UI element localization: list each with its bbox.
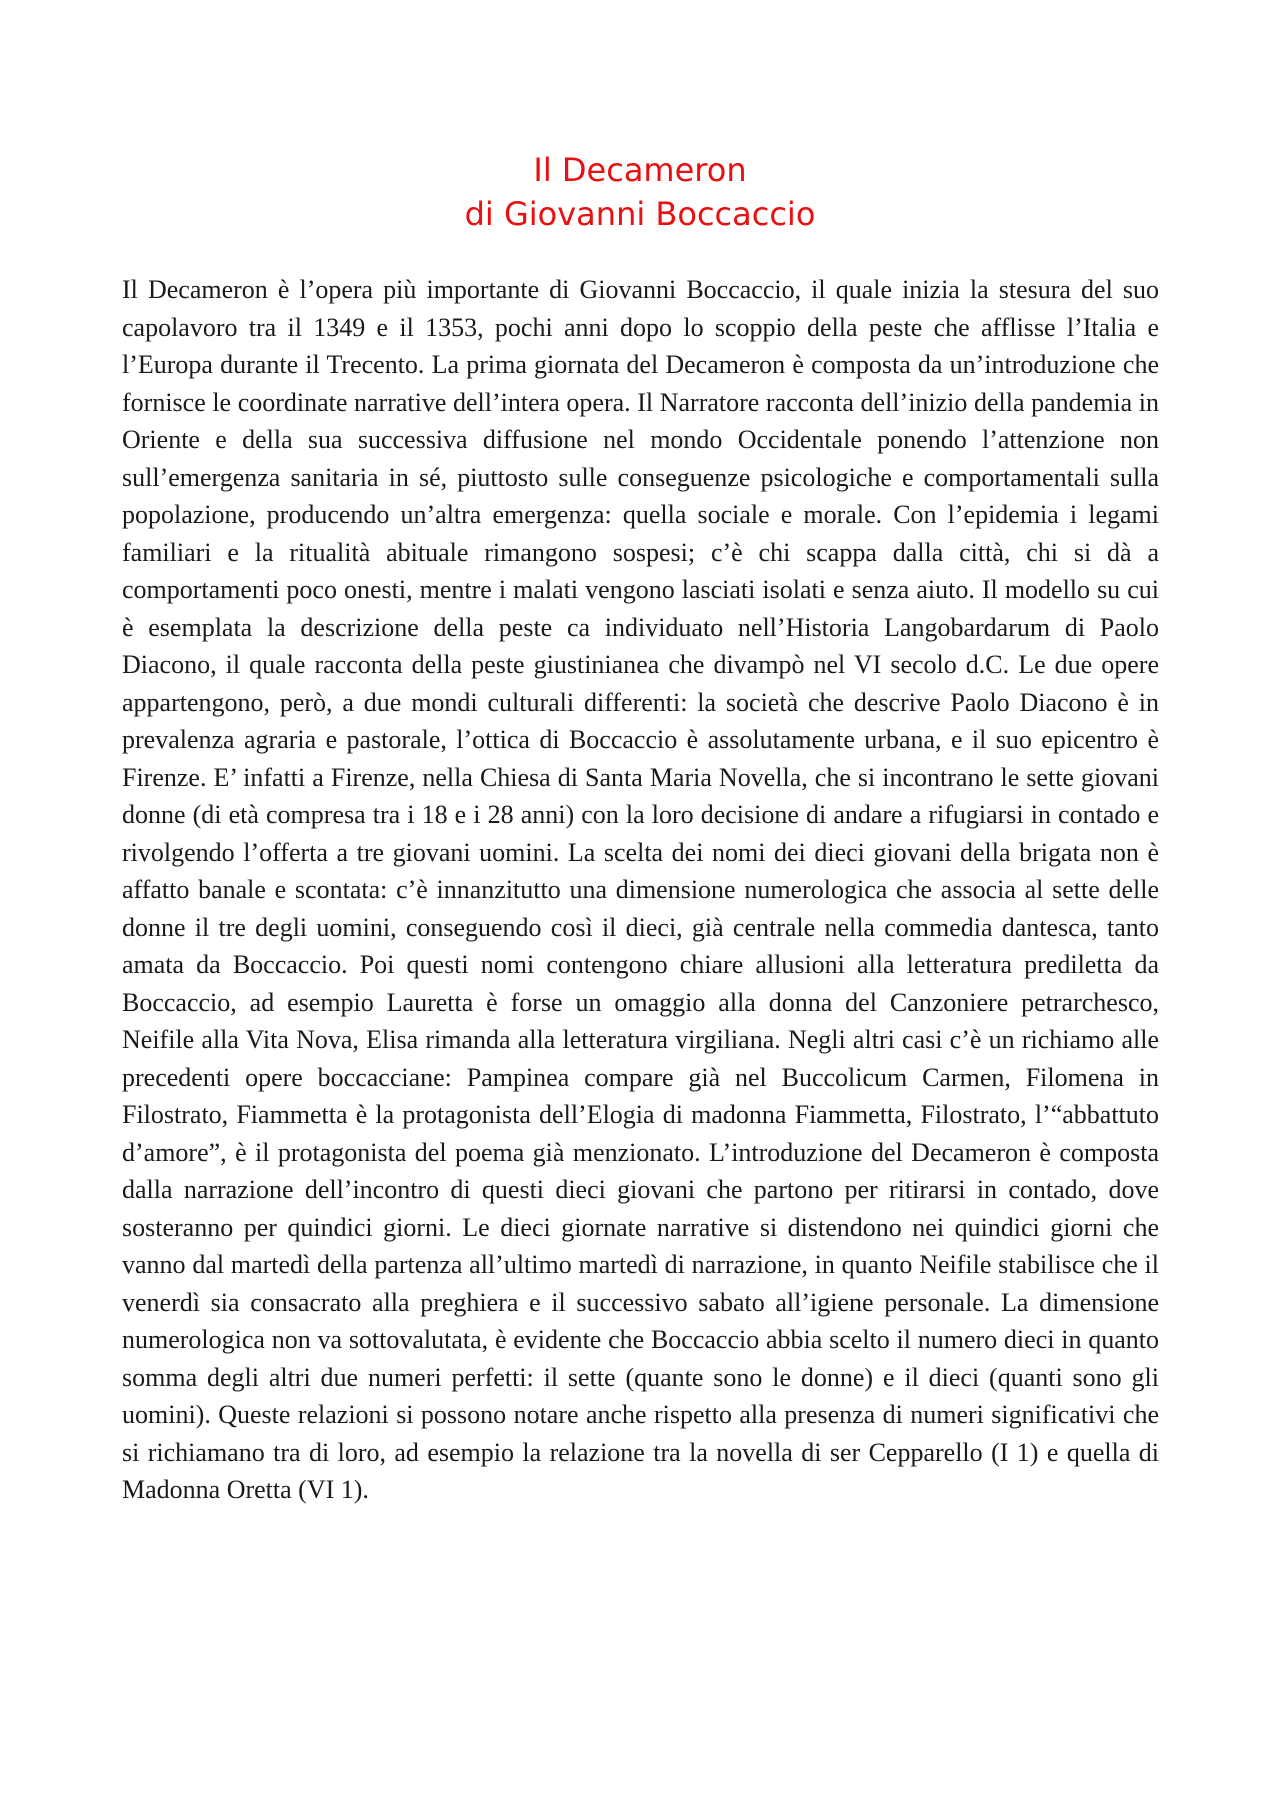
title-line-2: di Giovanni Boccaccio [464,195,816,233]
title-line-1: Il Decameron [533,151,747,189]
body-paragraph: Il Decameron è l’opera più importante di Giovanni Boccaccio, il quale inizia la stesura del suo capolavoro tra il 1349 e il 1353, pochi anni dopo lo scoppio della peste che afflisse l’Italia e l’Europa durante il Trecento. La prima giornata del Decameron è composta da un’introduzione che fornisce le coordinate narrative dell’intera opera. Il Narratore racconta dell’inizio della pandemia in Oriente e della sua successiva diffusione nel mondo Occidentale ponendo l’attenzione non sull’emergenza sanitaria in sé, piuttosto sulle conseguenze psicologiche e comportamentali sulla popolazione, producendo un’altra emergenza: quella sociale e morale. Con l’epidemia i legami familiari e la ritualità abituale rimangono sospesi; c’è chi scappa dalla città, chi si dà a comportamenti poco onesti, mentre i malati vengono lasciati isolati e senza aiuto. Il modello su cui è esemplata la descrizione della peste ca individuato nell’Historia Langobardarum di Paolo Diacono, il quale racconta della peste giustinianea che divampò nel VI secolo d.C. Le due opere appartengono, però, a due mondi culturali differenti: la società che descrive Paolo Diacono è in prevalenza agraria e pastorale, l’ottica di Boccaccio è assolutamente urbana, e il suo epicentro è Firenze. E’ infatti a Firenze, nella Chiesa di Santa Maria Novella, che si incontrano le sette giovani donne (di età compresa tra i 18 e i 28 anni) con la loro decisione di andare a rifugiarsi in contado e rivolgendo l’offerta a tre giovani uomini. La scelta dei nomi dei dieci giovani della brigata non è affatto banale e scontata: c’è innanzitutto una dimensione numerologica che associa al sette delle donne il tre degli uomini, conseguendo così il dieci, già centrale nella commedia dantesca, tanto amata da Boccaccio. Poi questi nomi contengono chiare allusioni alla letteratura prediletta da Boccaccio, ad esempio Lauretta è forse un omaggio alla donna del Canzoniere petrarchesco, Neifile alla Vita Nova, Elisa rimanda alla letteratura virgiliana. Negli altri casi c’è un richiamo alle precedenti opere boccacciane: Pampinea compare già nel Buccolicum Carmen, Filomena in Filostrato, Fiammetta è la protagonista dell’Elogia di madonna Fiammetta, Filostrato, l’“abbattuto d’amore”, è il protagonista del poema già menzionato. L’introduzione del Decameron è composta dalla narrazione dell’incontro di questi dieci giovani che partono per ritirarsi in contado, dove sosteranno per quindici giorni. Le dieci giornate narrative si distendono nei quindici giorni che vanno dal martedì della partenza all’ultimo martedì di narrazione, in quanto Neifile stabilisce che il venerdì sia consacrato alla preghiera e il successivo sabato all’igiene personale. La dimensione numerologica non va sottovalutata, è evidente che Boccaccio abbia scelto il numero dieci in quanto somma degli altri due numeri perfetti: il sette (quante sono le donne) e il dieci (quanti sono gli uomini). Queste relazioni si possono notare anche rispetto alla presenza di numeri significativi che si richiamano tra di loro, ad esempio la relazione tra la novella di ser Cepparello (I 1) e quella di Madonna Oretta (VI 1). [122,275,1159,1504]
document-title [0,148,1280,236]
